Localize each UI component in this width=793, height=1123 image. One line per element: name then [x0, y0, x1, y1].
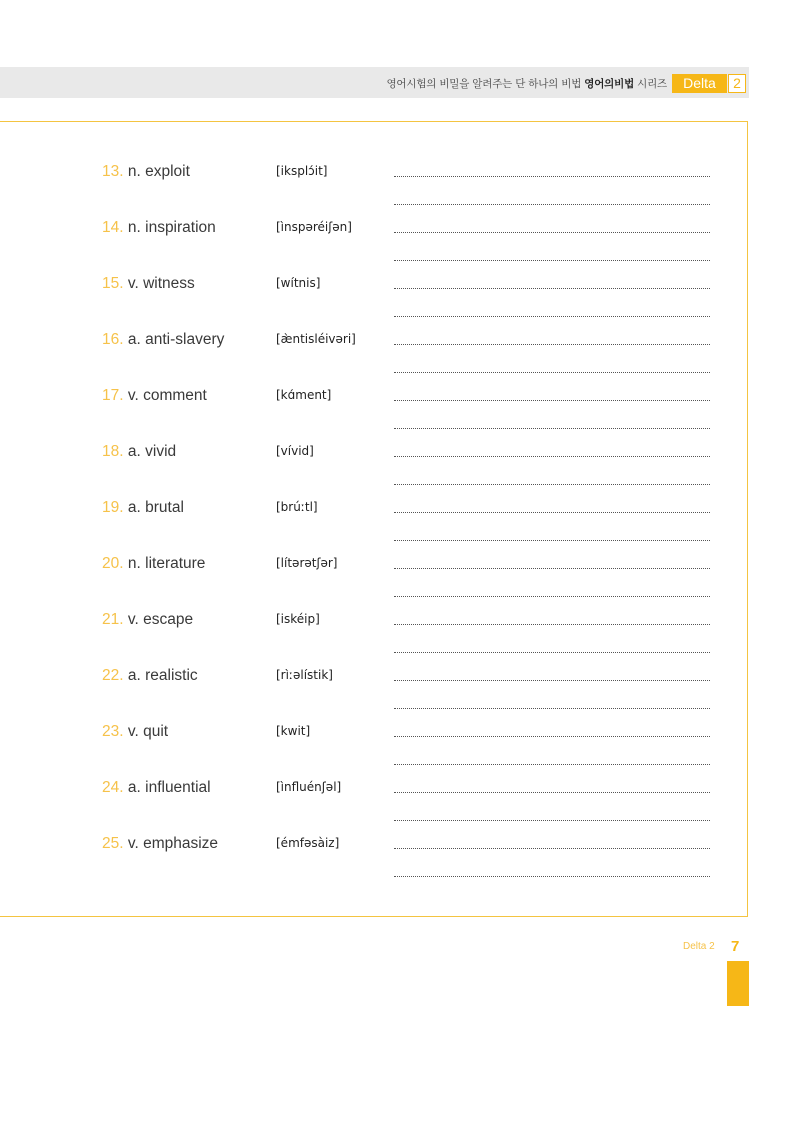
series-number-badge: 2 [728, 74, 746, 93]
vocab-term [102, 611, 193, 629]
answer-line[interactable] [394, 344, 710, 345]
vocab-row [0, 499, 793, 555]
vocab-number: 14. [102, 219, 124, 236]
vocab-word: comment [143, 387, 207, 404]
answer-line[interactable] [394, 400, 710, 401]
answer-line[interactable] [394, 792, 710, 793]
answer-line[interactable] [394, 372, 710, 373]
vocab-term [102, 219, 216, 237]
vocab-number: 24. [102, 779, 124, 796]
vocab-number: 19. [102, 499, 124, 516]
vocab-pronunciation: [wítnis] [276, 276, 321, 290]
answer-line[interactable] [394, 876, 710, 877]
vocab-number: 15. [102, 275, 124, 292]
vocab-pronunciation: [brúːtl] [276, 500, 318, 514]
vocab-row [0, 387, 793, 443]
vocab-term [102, 331, 224, 349]
vocab-pronunciation: [æ̀ntisléivəri] [276, 332, 356, 346]
page-edge-tab [727, 961, 749, 1006]
vocab-word: anti-slavery [145, 331, 225, 348]
vocab-row [0, 275, 793, 331]
vocab-word: realistic [145, 667, 198, 684]
answer-line[interactable] [394, 456, 710, 457]
vocab-row [0, 443, 793, 499]
vocab-pronunciation: [rìːəlístik] [276, 668, 333, 682]
answer-line[interactable] [394, 260, 710, 261]
vocab-word: witness [143, 275, 195, 292]
vocab-number: 18. [102, 443, 124, 460]
vocab-pos: n. [127, 555, 141, 572]
vocab-word: emphasize [143, 835, 219, 852]
vocab-number: 25. [102, 835, 124, 852]
vocab-term [102, 387, 207, 405]
vocab-row [0, 835, 793, 891]
vocab-term [102, 779, 211, 797]
answer-line[interactable] [394, 232, 710, 233]
vocab-term [102, 163, 190, 181]
answer-line[interactable] [394, 596, 710, 597]
vocab-word: quit [143, 723, 169, 740]
vocab-pronunciation: [ìnfluénʃəl] [276, 780, 342, 794]
answer-line[interactable] [394, 568, 710, 569]
vocab-number: 17. [102, 387, 124, 404]
vocab-row [0, 219, 793, 275]
answer-line[interactable] [394, 176, 710, 177]
vocab-word: brutal [145, 499, 184, 516]
vocab-pos: v. [127, 387, 139, 404]
tagline-suffix: 시리즈 [637, 78, 667, 90]
vocab-term [102, 555, 205, 573]
vocab-pronunciation: [émfəsàiz] [276, 836, 340, 850]
vocab-number: 23. [102, 723, 124, 740]
vocab-word: influential [145, 779, 211, 796]
vocab-number: 21. [102, 611, 124, 628]
tagline-brand: 영어의비법 [584, 78, 635, 90]
vocab-pronunciation: [lítərətʃər] [276, 556, 338, 570]
vocab-word: inspiration [145, 219, 216, 236]
vocab-row [0, 667, 793, 723]
tagline-prefix: 영어시험의 비밀을 알려주는 단 하나의 비법 [386, 78, 582, 90]
vocab-pos: a. [127, 667, 141, 684]
answer-line[interactable] [394, 708, 710, 709]
answer-line[interactable] [394, 288, 710, 289]
vocab-term [102, 499, 184, 517]
answer-line[interactable] [394, 484, 710, 485]
vocab-term [102, 723, 168, 741]
answer-line[interactable] [394, 652, 710, 653]
answer-line[interactable] [394, 512, 710, 513]
vocab-number: 20. [102, 555, 124, 572]
answer-line[interactable] [394, 848, 710, 849]
answer-line[interactable] [394, 820, 710, 821]
answer-line[interactable] [394, 680, 710, 681]
vocab-word: vivid [145, 443, 177, 460]
vocab-term [102, 667, 198, 685]
vocab-number: 13. [102, 163, 124, 180]
vocab-pos: v. [127, 275, 139, 292]
answer-line[interactable] [394, 540, 710, 541]
vocab-row [0, 723, 793, 779]
vocab-pos: a. [127, 779, 141, 796]
vocab-pos: a. [127, 443, 141, 460]
vocab-pronunciation: [iskéip] [276, 612, 320, 626]
vocab-number: 22. [102, 667, 124, 684]
page-number: 7 [731, 938, 740, 955]
vocab-pos: a. [127, 331, 141, 348]
vocab-term [102, 275, 195, 293]
vocab-pronunciation: [ìnspəréiʃən] [276, 220, 352, 234]
vocab-pronunciation: [vívid] [276, 444, 314, 458]
answer-line[interactable] [394, 428, 710, 429]
vocab-pronunciation: [kwit] [276, 724, 311, 738]
vocab-row [0, 611, 793, 667]
vocab-pronunciation: [iksplɔ́it] [276, 164, 328, 178]
vocab-word: exploit [145, 163, 190, 180]
vocab-row [0, 779, 793, 835]
vocab-pos: a. [127, 499, 141, 516]
series-badge: Delta [672, 74, 727, 93]
answer-line[interactable] [394, 624, 710, 625]
vocab-term [102, 443, 176, 461]
vocab-pronunciation: [kɑ́ment] [276, 388, 332, 402]
answer-line[interactable] [394, 736, 710, 737]
vocab-pos: n. [127, 163, 141, 180]
footer-book-label: Delta 2 [683, 941, 715, 952]
vocab-number: 16. [102, 331, 124, 348]
vocab-pos: v. [127, 723, 139, 740]
answer-line[interactable] [394, 204, 710, 205]
vocab-row [0, 555, 793, 611]
vocab-pos: v. [127, 611, 139, 628]
vocab-pos: n. [127, 219, 141, 236]
vocab-row [0, 163, 793, 219]
answer-line[interactable] [394, 316, 710, 317]
vocab-term [102, 835, 218, 853]
answer-line[interactable] [394, 764, 710, 765]
vocab-word: literature [145, 555, 206, 572]
vocab-word: escape [143, 611, 194, 628]
vocab-pos: v. [127, 835, 139, 852]
vocab-row [0, 331, 793, 387]
